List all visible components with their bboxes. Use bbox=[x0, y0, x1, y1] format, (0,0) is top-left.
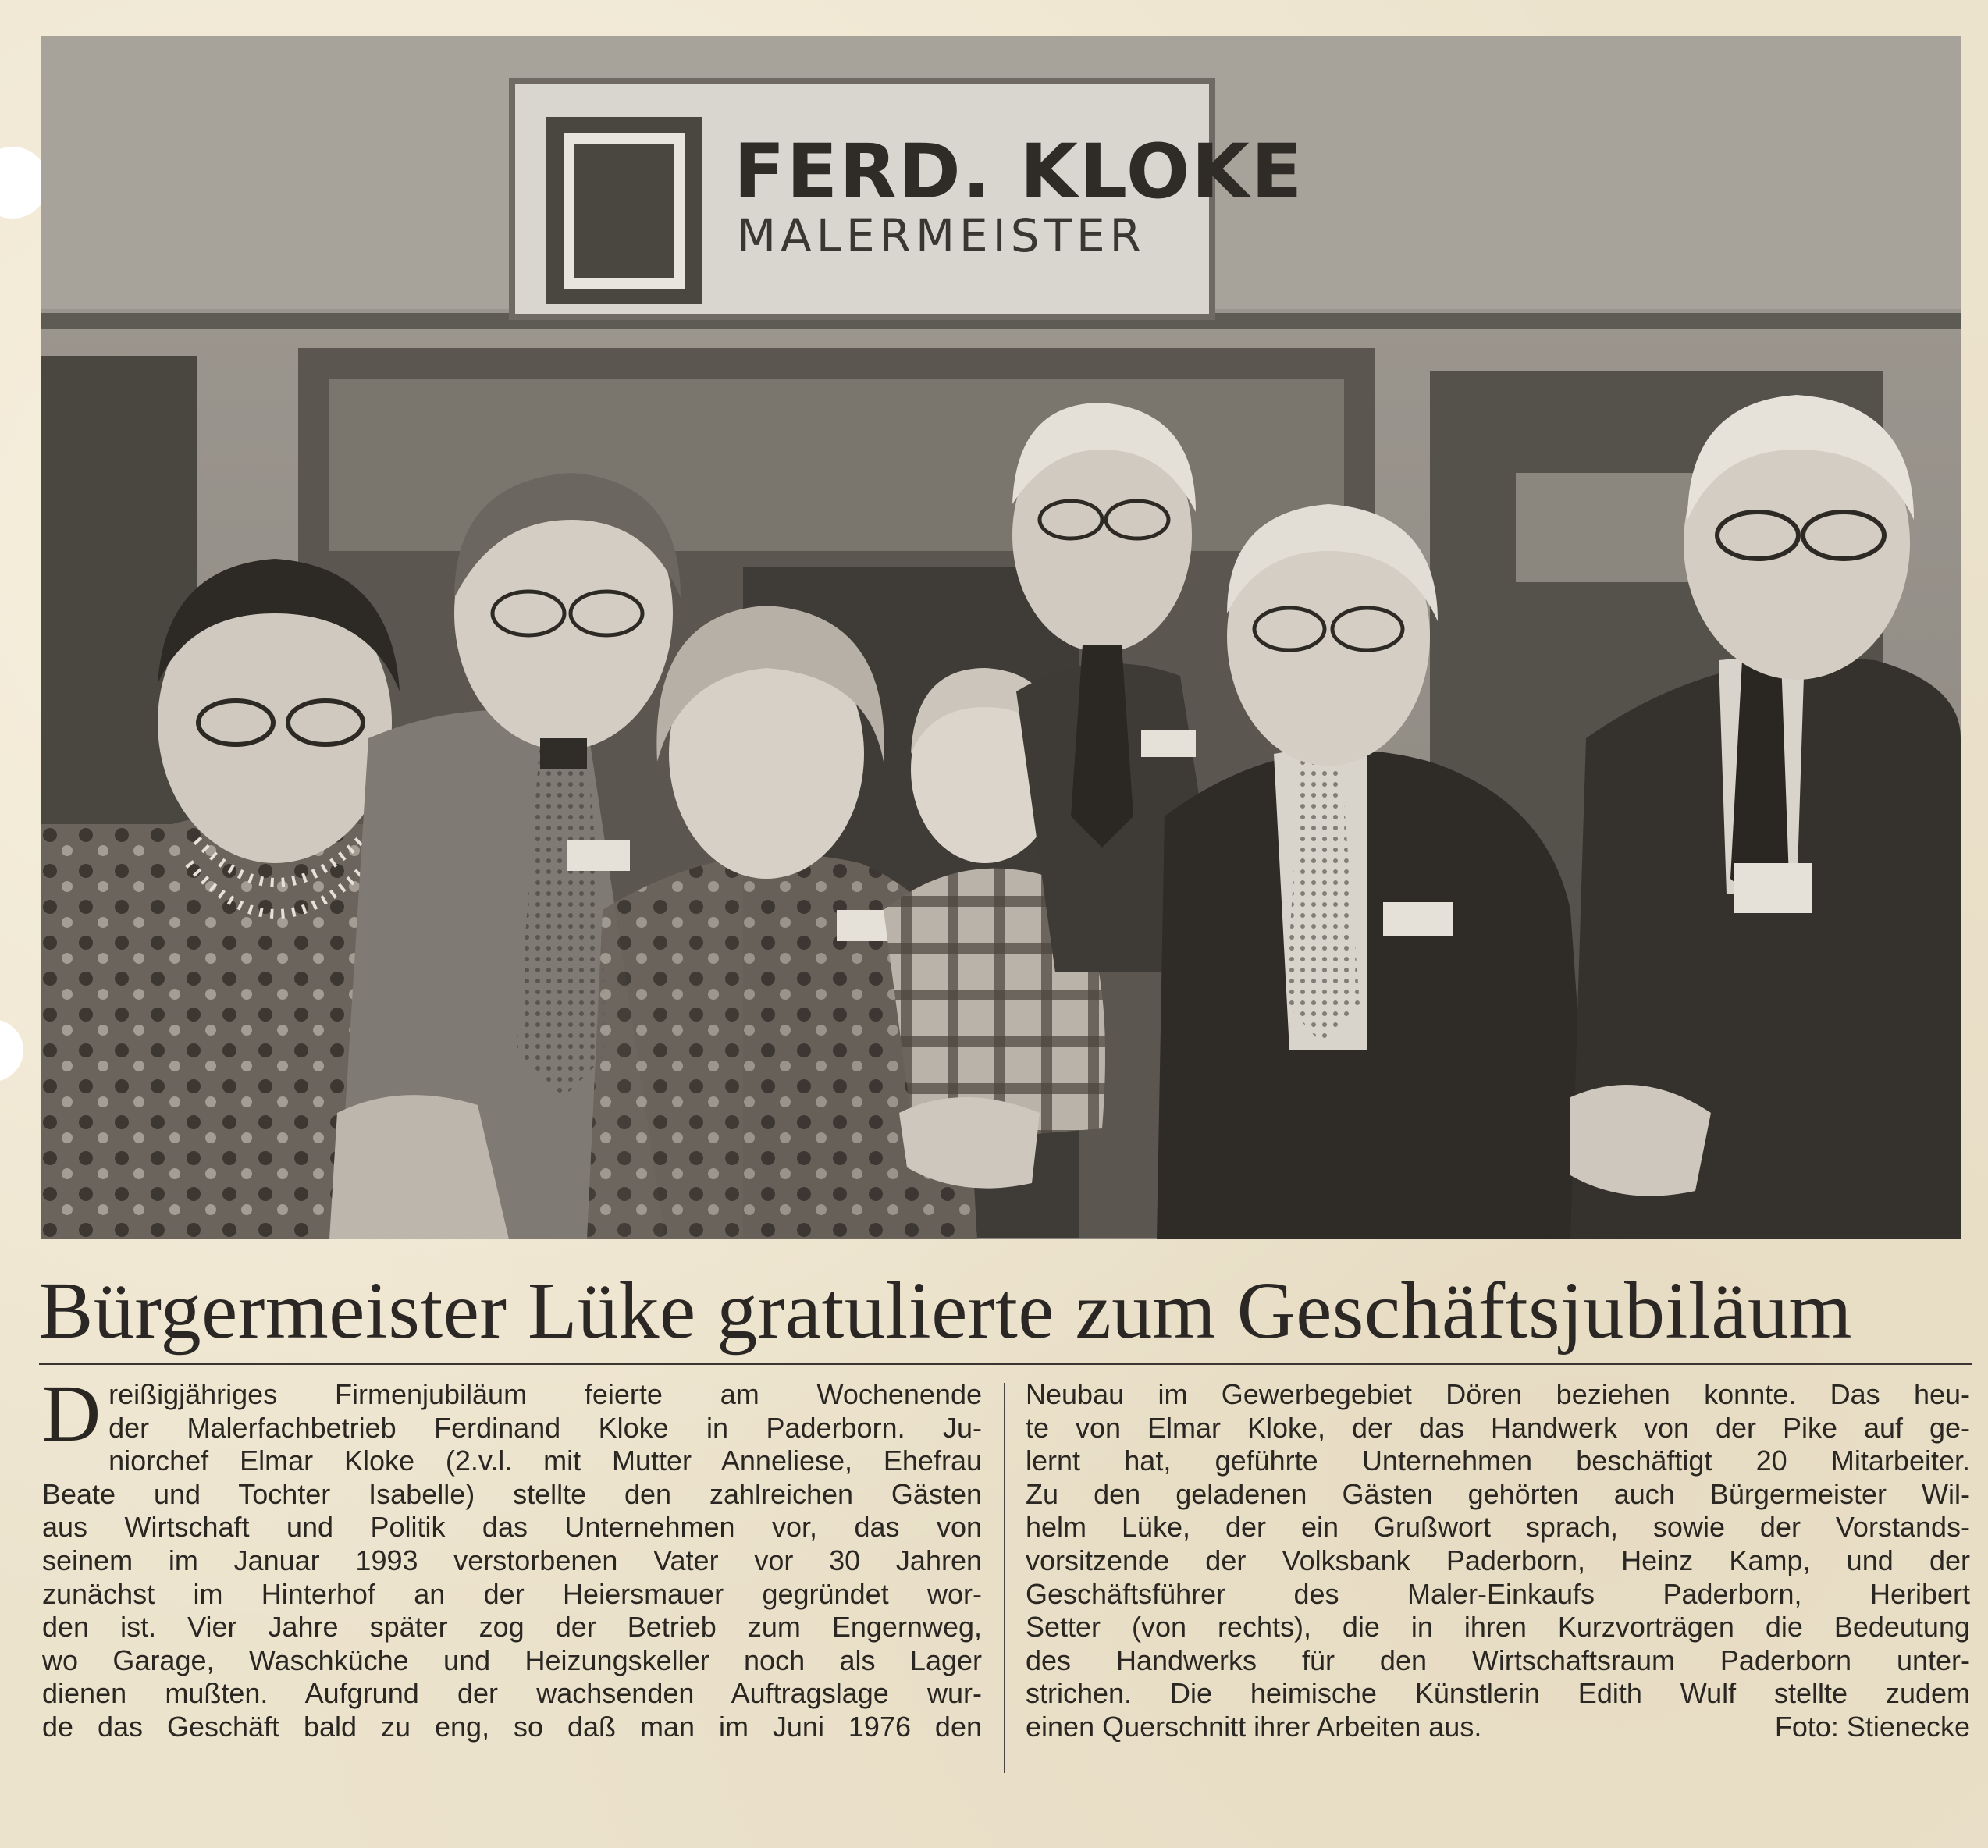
text-line: Neubau im Gewerbegebiet Dören beziehen konnte. Das heu- bbox=[1026, 1378, 1970, 1410]
name-badge bbox=[1141, 730, 1196, 757]
article-column-right bbox=[1026, 1378, 1970, 1744]
name-badge bbox=[1383, 902, 1453, 936]
name-badge bbox=[567, 840, 630, 871]
text-line: zunächst im Hinterhof an der Heiersmauer gegründet wor- bbox=[42, 1577, 982, 1610]
text-line: lernt hat, geführte Unternehmen beschäftigt 20 Mitarbeiter. bbox=[1026, 1445, 1970, 1477]
text-line: dienen mußten. Aufgrund der wachsenden Auftragslage wur- bbox=[42, 1677, 982, 1710]
kloke-logo bbox=[546, 117, 702, 304]
text-line: Zu den geladenen Gästen gehörten auch Bürgermeister Wil- bbox=[1026, 1477, 1970, 1510]
text-line: niorchef Elmar Kloke (2.v.l. mit Mutter Anneliese, Ehefrau bbox=[108, 1445, 982, 1477]
text-line: Setter (von rechts), die in ihren Kurzvorträgen die Bedeutung bbox=[1026, 1611, 1970, 1644]
text-line: te von Elmar Kloke, der das Handwerk von der Pike auf ge- bbox=[1026, 1411, 1970, 1444]
column-divider bbox=[1004, 1383, 1005, 1773]
text-line: Geschäftsführer des Maler-Einkaufs Paderborn, Heribert bbox=[1026, 1577, 1970, 1610]
text-line: wo Garage, Waschküche und Heizungskeller noch als Lager bbox=[42, 1644, 982, 1676]
shop-sign bbox=[509, 78, 1304, 320]
sign-subtitle: MALERMEISTER bbox=[737, 209, 1146, 262]
article-column-left bbox=[42, 1369, 982, 1744]
text-line: den ist. Vier Jahre später zog der Betrieb zum Engernweg, bbox=[42, 1611, 982, 1644]
article-headline: Bürgermeister Lüke gratulierte zum Geschäftsjubiläum bbox=[39, 1266, 1852, 1356]
text-line: reißigjähriges Firmenjubiläum feierte am Wochenende bbox=[108, 1378, 982, 1410]
article-photo bbox=[41, 36, 1961, 1239]
photo-credit: Foto: Stienecke bbox=[1774, 1710, 1970, 1743]
text-line: einen Querschnitt ihrer Arbeiten aus. bbox=[1026, 1710, 1482, 1743]
text-line: de das Geschäft bald zu eng, so daß man im Juni 1976 den bbox=[42, 1710, 982, 1743]
text-line: Beate und Tochter Isabelle) stellte den zahlreichen Gästen bbox=[42, 1477, 982, 1510]
sign-title: FERD. KLOKE bbox=[734, 128, 1304, 215]
text-line: strichen. Die heimische Künstlerin Edith Wulf stellte zudem bbox=[1026, 1677, 1970, 1710]
last-line-with-credit bbox=[1026, 1711, 1970, 1744]
name-badge bbox=[1734, 863, 1812, 913]
text-line: vorsitzende der Volksbank Paderborn, Heinz Kamp, und der bbox=[1026, 1544, 1970, 1576]
text-line: aus Wirtschaft und Politik das Unternehmen vor, das von bbox=[42, 1511, 982, 1544]
drop-cap: D bbox=[42, 1369, 101, 1459]
text-line: seinem im Januar 1993 verstorbenen Vater vor 30 Jahren bbox=[42, 1544, 982, 1576]
headline-rule bbox=[39, 1363, 1972, 1365]
text-line: des Handwerks für den Wirtschaftsraum Paderborn unter- bbox=[1026, 1644, 1970, 1676]
text-line: helm Lüke, der ein Grußwort sprach, sowie der Vorstands- bbox=[1026, 1511, 1970, 1544]
text-line: der Malerfachbetrieb Ferdinand Kloke in Paderborn. Ju- bbox=[108, 1411, 982, 1444]
